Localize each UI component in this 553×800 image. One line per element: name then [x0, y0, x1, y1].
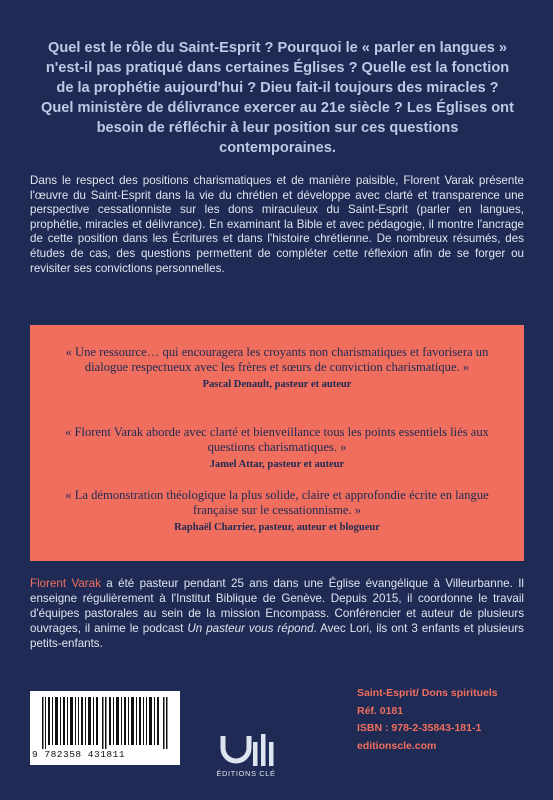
author-name: Florent Varak	[30, 577, 101, 590]
barcode	[30, 691, 180, 765]
bio-text: a été pasteur pendant 25 ans dans une Église évangélique à Villeurbanne. Il enseigne régulièrement à l'Institut Biblique de Genève. Depuis 2015, il coordonne le travail d'équipes pastorales au sein de la mission Encompass. Conférencier et auteur de plusieurs ouvrages, il anime le podcast	[30, 577, 524, 635]
quote-text: « Florent Varak aborde avec clarté et bienveillance tous les points essentiels liés aux questions charismatiques. »	[65, 425, 489, 454]
quote-author: Pascal Denault, pasteur et auteur	[202, 379, 352, 390]
barcode-icon	[42, 697, 170, 749]
reference-number: Réf. 0181	[357, 704, 404, 717]
quote-block	[48, 345, 506, 390]
intro-paragraph: Dans le respect des positions charismatiques et de manière paisible, Florent Varak présente l'œuvre du Saint-Esprit dans la vie du chrétien et développe avec clarté et transparence une perspective cessationniste sur les dons miraculeux du Saint-Esprit (parler en langues, prophétie, miracles et délivrance). En examinant la Bible et avec pédagogie, il montre l'ancrage de cette position dans les Écritures et dans l'histoire chrétienne. De nombreux résumés, des études de cas, des questions permettent de compléter cette réflexion afin de se forger ou revisiter ses convictions personnelles.	[30, 174, 524, 275]
author-bio	[30, 576, 524, 651]
website-link[interactable]: editionscle.com	[357, 739, 437, 752]
book-meta	[357, 685, 498, 755]
podcast-title: Un pasteur vous répond	[187, 622, 314, 635]
quotes-panel	[30, 325, 524, 561]
quote-author: Jamel Attar, pasteur et auteur	[209, 459, 345, 470]
quote-author: Raphaël Charrier, pasteur, auteur et blogueur	[174, 522, 380, 533]
quote-text: « Une ressource… qui encouragera les croyants non charismatiques et favorisera un dialogue respectueux avec les frères et sœurs de conviction charismatique. »	[65, 345, 489, 374]
publisher-name: ÉDITIONS CLÉ	[216, 769, 276, 778]
quote-text: « La démonstration théologique la plus solide, claire et approfondie écrite en langue française sur le cessationnisme. »	[65, 488, 489, 517]
isbn-label: ISBN : 978-2-35843-181-1	[357, 722, 482, 734]
publisher-logo-icon	[218, 730, 274, 768]
quote-block	[48, 488, 506, 533]
category-label: Saint-Esprit/ Dons spirituels	[357, 687, 498, 699]
barcode-number: 9 782358 431811	[32, 749, 126, 760]
questions-heading: Quel est le rôle du Saint-Esprit ? Pourquoi le « parler en langues » n'est-il pas pratiqué dans certaines Églises ? Quelle est la fonction de la prophétie aujourd'hui ? Dieu fait-il toujours des miracles ? Quel ministère de délivrance exercer au 21e siècle ? Les Églises ont besoin de réfléchir à leur position sur ces questions contemporaines.	[41, 40, 514, 156]
bio-text-end: . Avec Lori, ils ont 3 enfants et plusieurs petits-enfants.	[30, 622, 524, 650]
quote-block	[48, 425, 506, 470]
